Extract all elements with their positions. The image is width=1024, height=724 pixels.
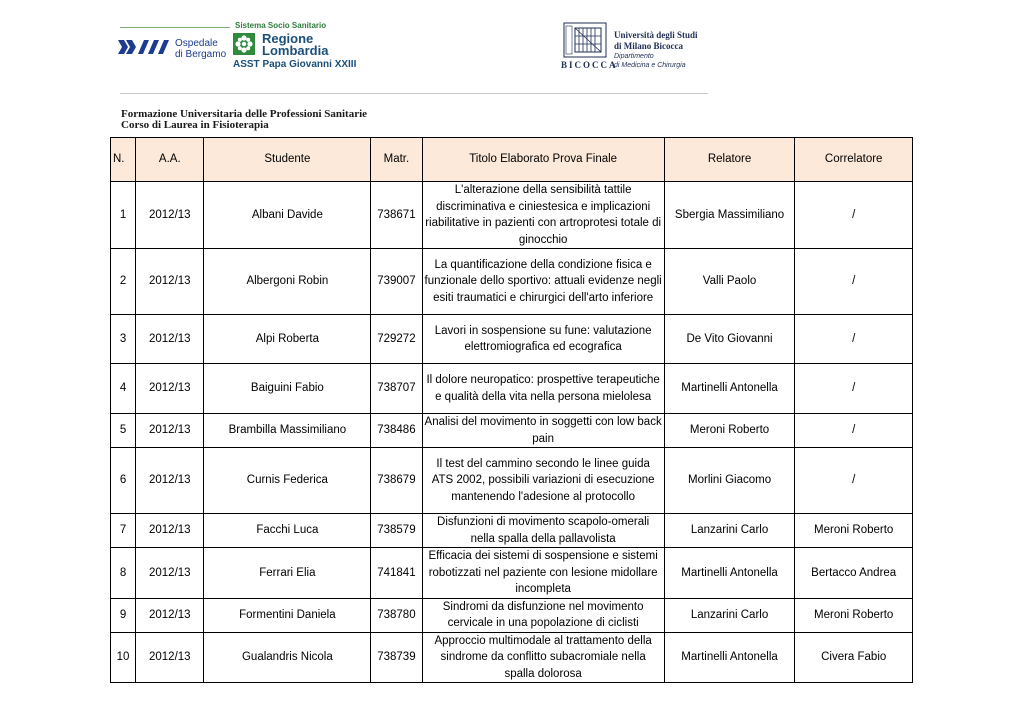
document-header [0, 0, 1024, 100]
cell-supervisor: De Vito Giovanni [664, 315, 795, 364]
table-row [111, 514, 913, 548]
course-title [121, 109, 367, 131]
column-header-co-supervisor: Correlatore [795, 138, 913, 182]
cell-thesis-title: Lavori in sospensione su fune: valutazione elettromiografica ed ecografica [422, 315, 664, 364]
cell-matriculation: 741841 [371, 548, 422, 599]
cell-thesis-title: Efficacia dei sistemi di sospensione e sistemi robotizzati nel paziente con lesione midollare incompleta [422, 548, 664, 599]
university-line1: Università degli Studi [614, 30, 698, 40]
cell-student: Baiguini Fabio [204, 364, 371, 414]
cell-co-supervisor: / [795, 182, 913, 249]
cell-matriculation: 739007 [371, 249, 422, 315]
column-header-matriculation: Matr. [371, 138, 422, 182]
regione-line2: Lombardia [262, 43, 329, 58]
cell-academic-year: 2012/13 [136, 448, 204, 514]
column-header-thesis-title: Titolo Elaborato Prova Finale [422, 138, 664, 182]
cell-thesis-title: Disfunzioni di movimento scapolo-omerali nella spalla della pallavolista [422, 514, 664, 548]
regione-lombardia-name [262, 33, 328, 57]
university-line2: di Milano Bicocca [614, 41, 683, 51]
cell-co-supervisor: / [795, 315, 913, 364]
ospedale-xxiii-logo-icon [118, 38, 170, 56]
cell-student: Facchi Luca [204, 514, 371, 548]
cell-thesis-title: Sindromi da disfunzione nel movimento cervicale in una popolazione di ciclisti [422, 598, 664, 632]
cell-co-supervisor: / [795, 448, 913, 514]
cell-co-supervisor: Meroni Roberto [795, 514, 913, 548]
cell-number: 2 [111, 249, 136, 315]
regione-line1: Regione [262, 31, 314, 46]
cell-supervisor: Sbergia Massimiliano [664, 182, 795, 249]
regione-lombardia-rose-icon [233, 33, 255, 55]
column-header-supervisor: Relatore [664, 138, 795, 182]
bicocca-wordmark: BICOCCA [561, 60, 618, 70]
cell-matriculation: 738739 [371, 632, 422, 683]
cell-co-supervisor: Civera Fabio [795, 632, 913, 683]
cell-matriculation: 738780 [371, 598, 422, 632]
cell-academic-year: 2012/13 [136, 548, 204, 599]
cell-matriculation: 738579 [371, 514, 422, 548]
cell-number: 3 [111, 315, 136, 364]
cell-academic-year: 2012/13 [136, 249, 204, 315]
university-name [614, 30, 698, 52]
department-line2: di Medicina e Chirurgia [614, 62, 686, 69]
cell-student: Ferrari Elia [204, 548, 371, 599]
cell-student: Gualandris Nicola [204, 632, 371, 683]
cell-supervisor: Morlini Giacomo [664, 448, 795, 514]
cell-supervisor: Lanzarini Carlo [664, 514, 795, 548]
course-line2: Corso di Laurea in Fisioterapia [121, 119, 269, 131]
asst-name: ASST Papa Giovanni XXIII [233, 59, 357, 70]
table-row [111, 414, 913, 448]
cell-academic-year: 2012/13 [136, 514, 204, 548]
cell-student: Formentini Daniela [204, 598, 371, 632]
ospedale-line1: Ospedale [175, 38, 218, 49]
cell-supervisor: Martinelli Antonella [664, 548, 795, 599]
sistema-socio-sanitario-label: Sistema Socio Sanitario [235, 21, 327, 30]
cell-academic-year: 2012/13 [136, 315, 204, 364]
cell-number: 8 [111, 548, 136, 599]
column-header-academic-year: A.A. [136, 138, 204, 182]
cell-co-supervisor: Meroni Roberto [795, 598, 913, 632]
cell-student: Brambilla Massimiliano [204, 414, 371, 448]
cell-thesis-title: Analisi del movimento in soggetti con low back pain [422, 414, 664, 448]
table-header-row [111, 138, 913, 182]
column-header-number: N. [111, 138, 136, 182]
cell-thesis-title: L'alterazione della sensibilità tattile discriminativa e ciniestesica e implicazioni riabilitative in pazienti con artroprotesi totale di ginocchio [422, 182, 664, 249]
cell-academic-year: 2012/13 [136, 598, 204, 632]
table-row [111, 632, 913, 683]
cell-supervisor: Lanzarini Carlo [664, 598, 795, 632]
cell-academic-year: 2012/13 [136, 364, 204, 414]
cell-number: 7 [111, 514, 136, 548]
header-accent-line [120, 27, 230, 28]
cell-co-supervisor: / [795, 249, 913, 315]
cell-matriculation: 729272 [371, 315, 422, 364]
cell-matriculation: 738486 [371, 414, 422, 448]
department-name [614, 52, 686, 70]
cell-supervisor: Meroni Roberto [664, 414, 795, 448]
cell-academic-year: 2012/13 [136, 632, 204, 683]
table-row [111, 249, 913, 315]
cell-academic-year: 2012/13 [136, 414, 204, 448]
cell-student: Curnis Federica [204, 448, 371, 514]
cell-matriculation: 738707 [371, 364, 422, 414]
column-header-student: Studente [204, 138, 371, 182]
cell-co-supervisor: Bertacco Andrea [795, 548, 913, 599]
header-divider [120, 93, 708, 94]
cell-student: Albergoni Robin [204, 249, 371, 315]
cell-matriculation: 738671 [371, 182, 422, 249]
cell-supervisor: Valli Paolo [664, 249, 795, 315]
cell-student: Albani Davide [204, 182, 371, 249]
cell-academic-year: 2012/13 [136, 182, 204, 249]
cell-co-supervisor: / [795, 414, 913, 448]
cell-student: Alpi Roberta [204, 315, 371, 364]
cell-number: 4 [111, 364, 136, 414]
cell-number: 10 [111, 632, 136, 683]
thesis-table [110, 137, 913, 683]
cell-supervisor: Martinelli Antonella [664, 364, 795, 414]
cell-matriculation: 738679 [371, 448, 422, 514]
ospedale-name [175, 38, 226, 60]
cell-number: 1 [111, 182, 136, 249]
cell-thesis-title: La quantificazione della condizione fisica e funzionale dello sportivo: attuali evidenze negli esiti traumatici e chirurgici dell'arto inferiore [422, 249, 664, 315]
table-row [111, 182, 913, 249]
table-row [111, 315, 913, 364]
cell-thesis-title: Il dolore neuropatico: prospettive terapeutiche e qualità della vita nella persona mielolesa [422, 364, 664, 414]
cell-thesis-title: Approccio multimodale al trattamento della sindrome da conflitto subacromiale nella spalla dolorosa [422, 632, 664, 683]
table-row [111, 598, 913, 632]
cell-co-supervisor: / [795, 364, 913, 414]
table-row [111, 548, 913, 599]
cell-number: 5 [111, 414, 136, 448]
cell-thesis-title: Il test del cammino secondo le linee guida ATS 2002, possibili variazioni di esecuzione mantenendo l'adesione al protocollo [422, 448, 664, 514]
department-line1: Dipartimento [614, 53, 654, 60]
ospedale-line2: di Bergamo [175, 49, 227, 60]
table-row [111, 448, 913, 514]
cell-number: 6 [111, 448, 136, 514]
course-line1: Formazione Universitaria delle Professioni Sanitarie [121, 108, 368, 120]
cell-number: 9 [111, 598, 136, 632]
table-row [111, 364, 913, 414]
cell-supervisor: Martinelli Antonella [664, 632, 795, 683]
